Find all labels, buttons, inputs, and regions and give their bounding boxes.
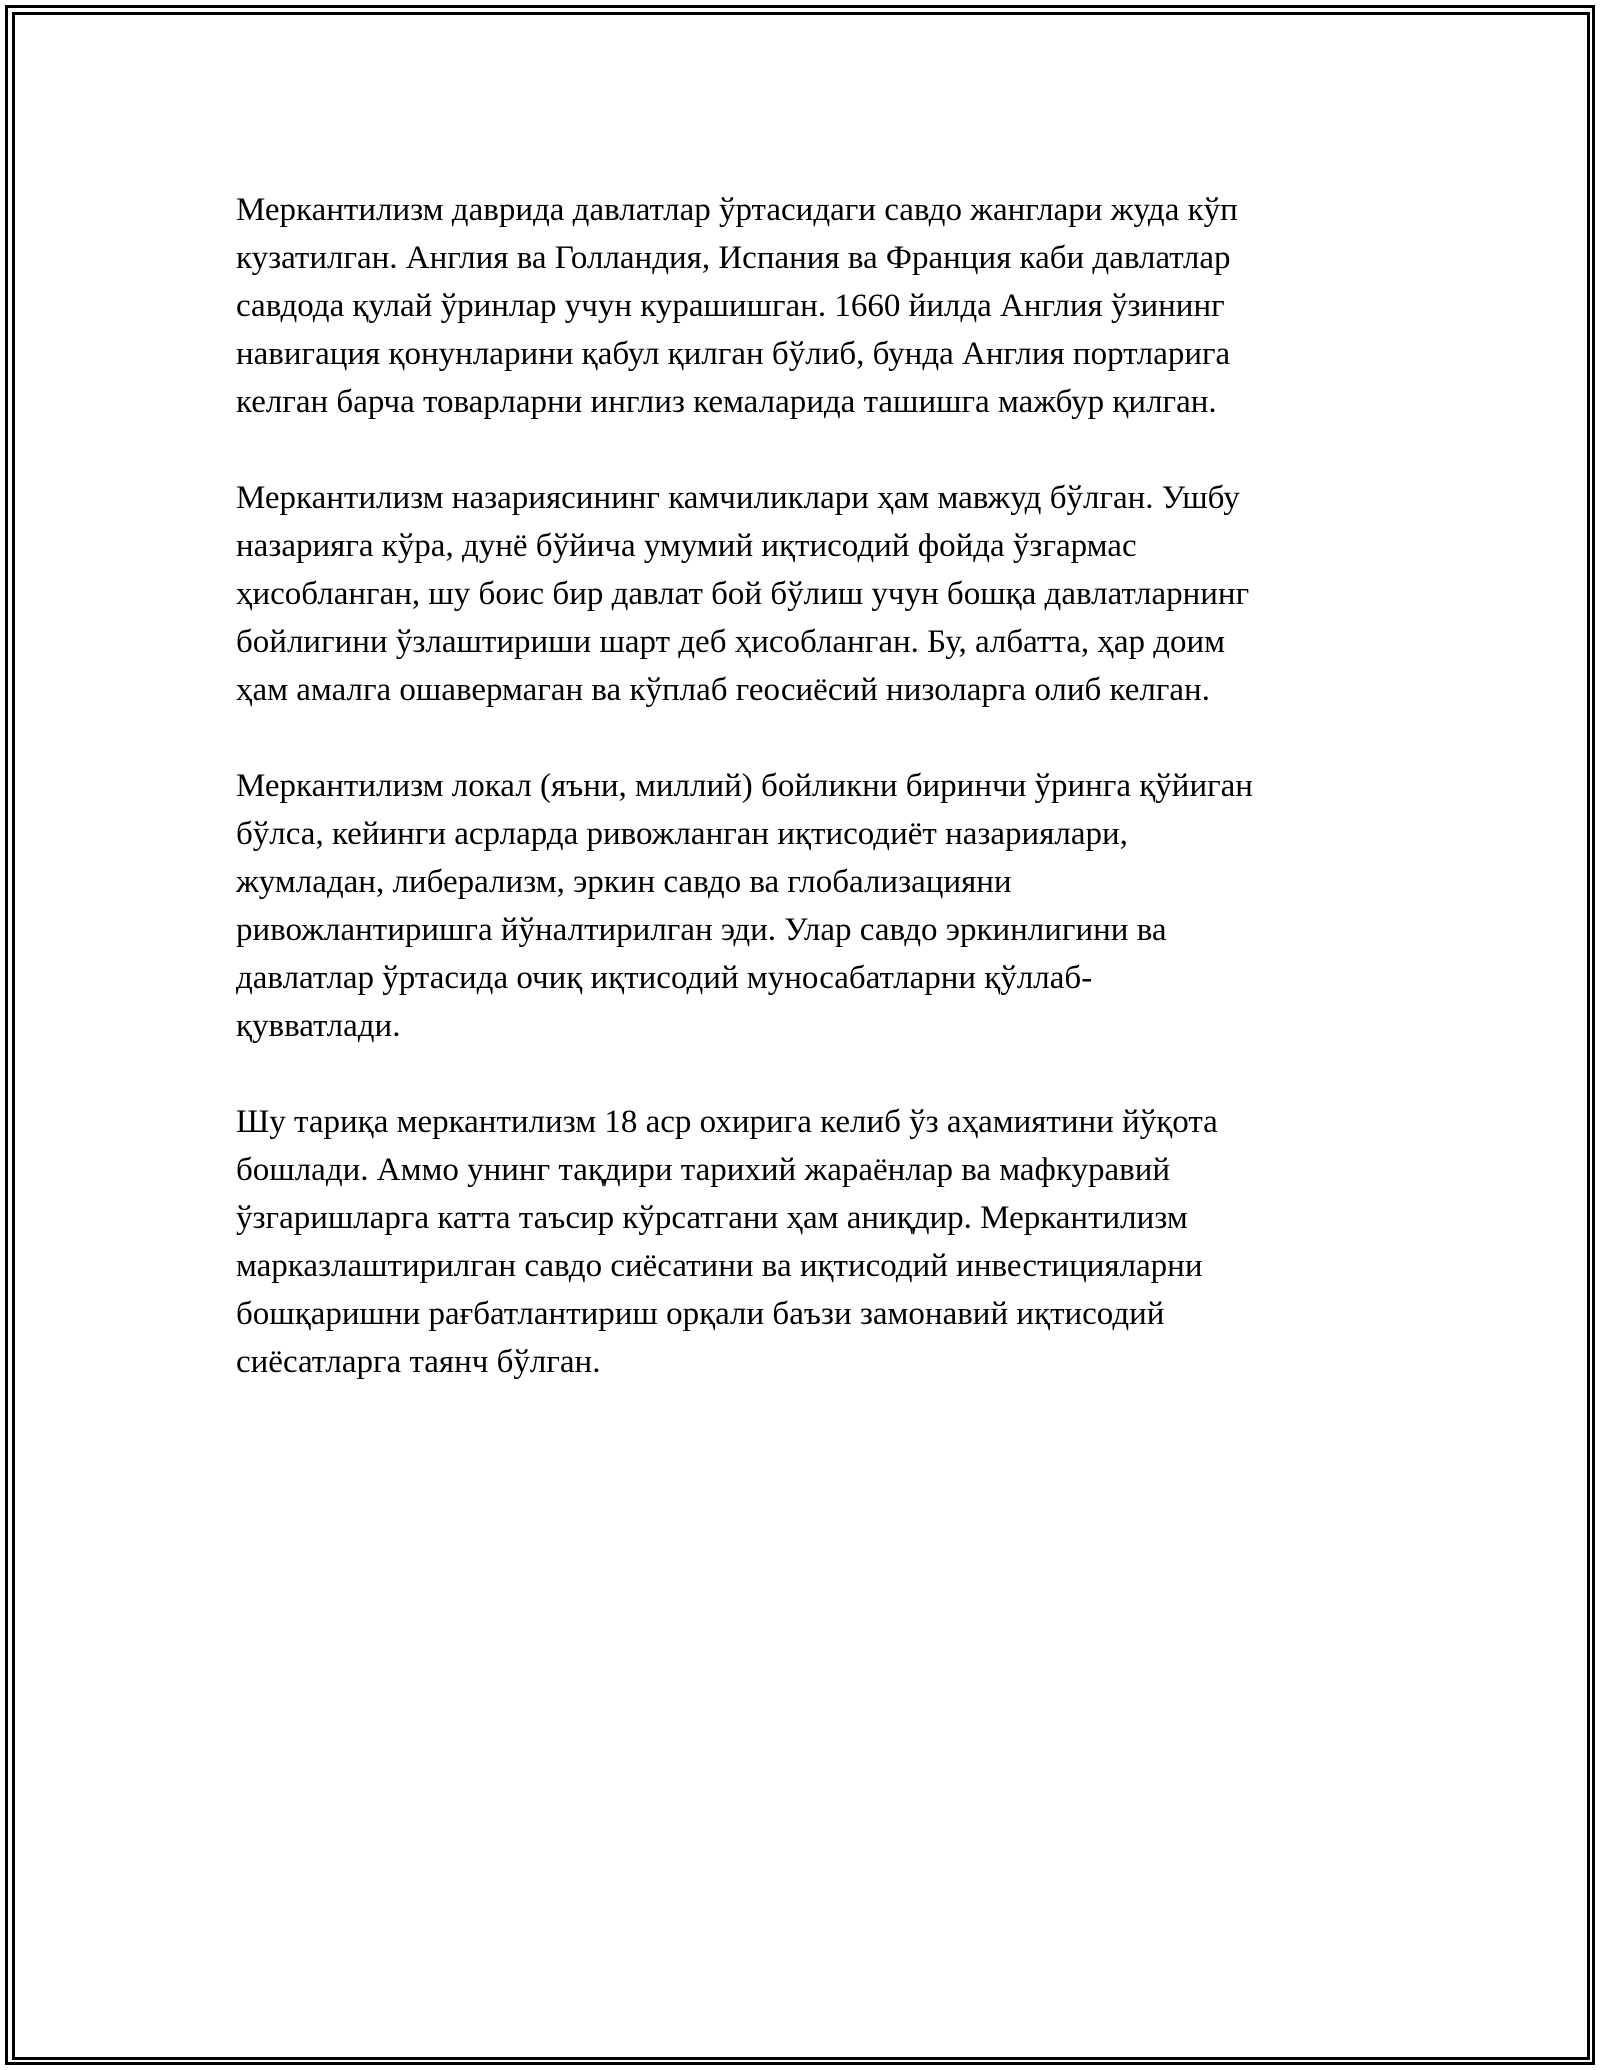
text-line: бошлади. Аммо унинг тақдири тарихий жараёнлар ва мафкуравий [236,1152,1171,1188]
text-line: савдода қулай ўринлар учун курашишган. 1660 йилда Англия ўзининг [236,288,1225,324]
text-line: кузатилган. Англия ва Голландия, Испания ва Франция каби давлатлар [236,240,1231,276]
text-line: Меркантилизм назариясининг камчиликлари ҳам мавжуд бўлган. Ушбу [236,480,1240,516]
text-line: қувватлади. [236,1008,401,1044]
text-line: сиёсатларга таянч бўлган. [236,1344,601,1380]
text-line: бойлигини ўзлаштириши шарт деб ҳисобланган. Бу, албатта, ҳар доим [236,624,1226,660]
paragraph-4 [236,1098,1381,1386]
paragraph-3 [236,762,1381,1050]
text-line: Меркантилизм даврида давлатлар ўртасидаги савдо жанглари жуда кўп [236,192,1238,228]
text-line: назарияга кўра, дунё бўйича умумий иқтисодий фойда ўзгармас [236,528,1137,564]
text-line: ривожлантиришга йўналтирилган эди. Улар савдо эркинлигини ва [236,912,1167,948]
document-body [236,186,1381,1434]
text-line: навигация қонунларини қабул қилган бўлиб, бунда Англия портларига [236,336,1231,372]
text-line: ўзгаришларга катта таъсир кўрсатгани ҳам аниқдир. Меркантилизм [236,1200,1188,1236]
text-line: марказлаштирилган савдо сиёсатини ва иқтисодий инвестицияларни [236,1248,1203,1284]
text-line: Меркантилизм локал (яъни, миллий) бойликни биринчи ўринга қўйиган [236,768,1253,804]
text-line: Шу тариқа меркантилизм 18 аср охирига келиб ўз аҳамиятини йўқота [236,1104,1218,1140]
paragraph-1 [236,186,1381,426]
text-line: келган барча товарларни инглиз кемаларида ташишга мажбур қилган. [236,384,1217,420]
text-line: давлатлар ўртасида очиқ иқтисодий муносабатларни қўллаб- [236,960,1093,996]
paragraph-2 [236,474,1381,714]
text-line: ҳам амалга ошавермаган ва кўплаб геосиёсий низоларга олиб келган. [236,672,1210,708]
text-line: бошқаришни рағбатлантириш орқали баъзи замонавий иқтисодий [236,1296,1165,1332]
text-line: жумладан, либерализм, эркин савдо ва глобализацияни [236,864,1012,900]
text-line: ҳисобланган, шу боис бир давлат бой бўлиш учун бошқа давлатларнинг [236,576,1250,612]
text-line: бўлса, кейинги асрларда ривожланган иқтисодиёт назариялари, [236,816,1128,852]
